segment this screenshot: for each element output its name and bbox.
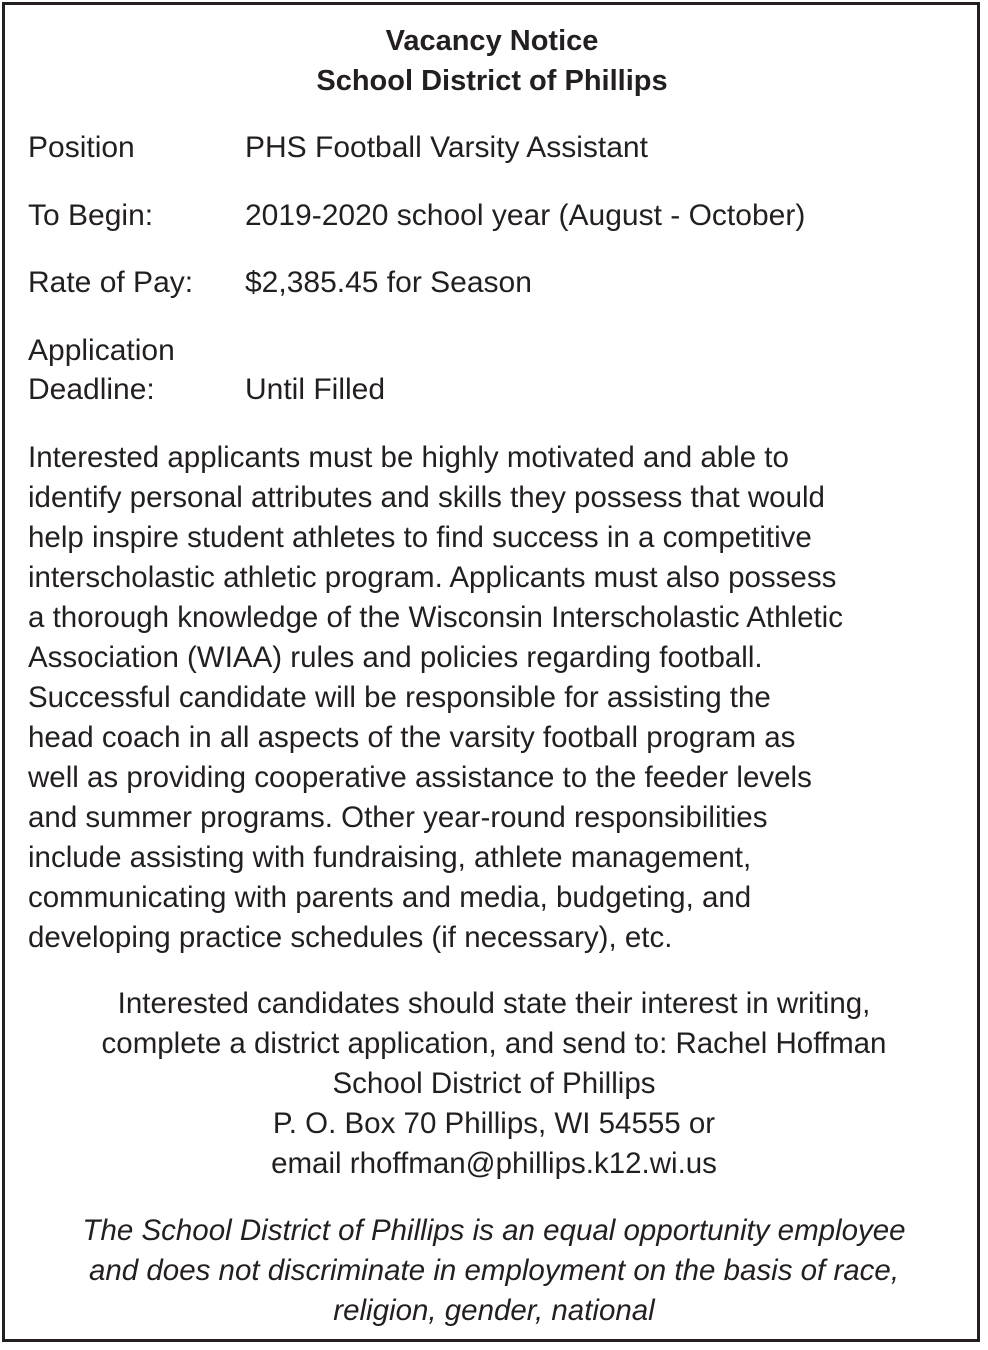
position-label: Position <box>28 131 135 164</box>
description-line: Interested applicants must be highly motivated and able to <box>28 441 789 474</box>
contact-line: P. O. Box 70 Phillips, WI 54555 or <box>272 1107 716 1140</box>
contact-instructions <box>0 984 988 1184</box>
description-line: developing practice schedules (if necessary), etc. <box>28 921 673 954</box>
contact-line: Interested candidates should state their interest in writing, <box>117 987 871 1020</box>
description-line: head coach in all aspects of the varsity football program as <box>28 721 796 754</box>
begin-label: To Begin: <box>28 199 154 232</box>
begin-value: 2019-2020 school year (August - October) <box>245 199 806 232</box>
description-line: communicating with parents and media, budgeting, and <box>28 881 752 914</box>
contact-line: School District of Phillips <box>332 1067 656 1100</box>
eeo-line: The School District of Phillips is an equal opportunity employee <box>82 1214 906 1247</box>
district-name: School District of Phillips <box>316 65 668 97</box>
pay-value: $2,385.45 for Season <box>245 266 532 299</box>
eeo-line: religion, gender, national <box>333 1294 655 1327</box>
eeo-line: and does not discriminate in employment on the basis of race, <box>88 1254 900 1287</box>
description-line: a thorough knowledge of the Wisconsin Interscholastic Athletic <box>28 601 843 634</box>
description-line: identify personal attributes and skills they possess that would <box>28 481 825 514</box>
deadline-label-line1: Application <box>28 334 175 367</box>
description-line: include assisting with fundraising, athlete management, <box>28 841 752 874</box>
deadline-value: Until Filled <box>245 373 386 406</box>
deadline-label-line2: Deadline: <box>28 373 155 406</box>
description-line: well as providing cooperative assistance to the feeder levels <box>28 761 812 794</box>
notice-title: Vacancy Notice <box>385 25 599 57</box>
contact-email-line: email rhoffman@phillips.k12.wi.us <box>271 1147 717 1180</box>
description-line: and summer programs. Other year-round responsibilities <box>28 801 768 834</box>
contact-line: complete a district application, and send to: Rachel Hoffman <box>101 1027 887 1060</box>
description-line: Association (WIAA) rules and policies regarding football. <box>28 641 763 674</box>
description-line: Successful candidate will be responsible for assisting the <box>28 681 771 714</box>
description-paragraph <box>28 438 963 958</box>
position-value: PHS Football Varsity Assistant <box>245 131 648 164</box>
pay-label: Rate of Pay: <box>28 266 194 299</box>
eeo-statement <box>0 1211 988 1331</box>
description-line: help inspire student athletes to find success in a competitive <box>28 521 812 554</box>
description-line: interscholastic athletic program. Applicants must also possess <box>28 561 837 594</box>
